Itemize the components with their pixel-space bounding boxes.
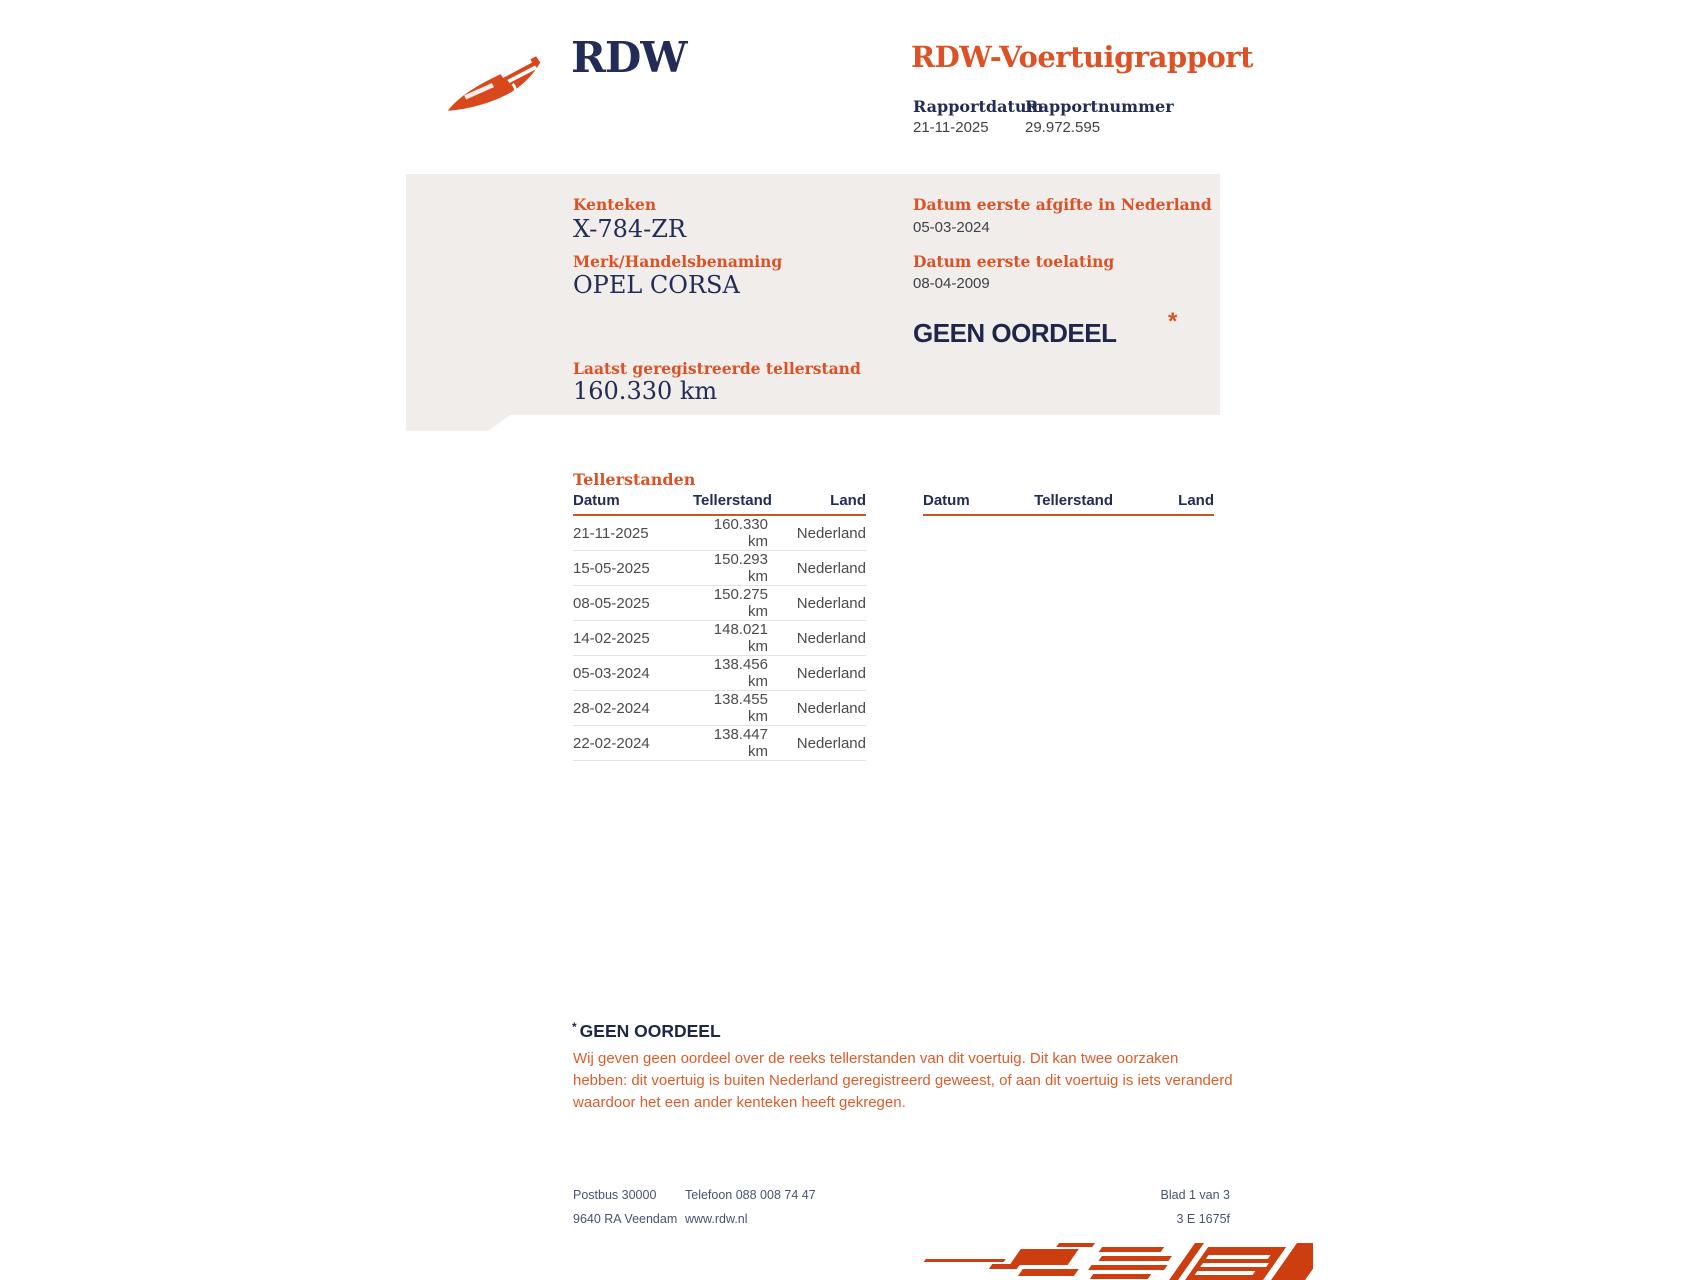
column-header-tellerstand: Tellerstand bbox=[1023, 492, 1113, 515]
cell-country: Nederland bbox=[768, 551, 866, 586]
afgifte-label: Datum eerste afgifte in Nederland bbox=[913, 195, 1212, 214]
cell-country: Nederland bbox=[768, 621, 866, 656]
report-number-label: Rapportnummer bbox=[1025, 97, 1174, 116]
laatste-tellerstand-label: Laatst geregistreerde tellerstand bbox=[573, 359, 861, 378]
cell-date: 14-02-2025 bbox=[573, 621, 693, 656]
report-number-value: 29.972.595 bbox=[1025, 119, 1101, 136]
cell-odometer: 148.021 km bbox=[693, 621, 768, 656]
rdw-speed-stripes-icon bbox=[913, 1243, 1313, 1280]
column-header-datum: Datum bbox=[573, 492, 693, 515]
footnote-paragraph: Wij geven geen oordeel over de reeks tellerstanden van dit voertuig. Dit kan twee oorzaken hebben: dit voertuig is buiten Nederland geregistreerd geweest, of aan dit voertuig is iets veranderd waardoor het een ander kenteken heeft gekregen. bbox=[573, 1050, 1233, 1111]
tellerstanden-table-right bbox=[923, 492, 1214, 516]
verdict-text: GEEN OORDEEL bbox=[913, 318, 1117, 348]
rdw-logo-wordmark: RDW bbox=[571, 33, 687, 82]
laatste-tellerstand-value: 160.330 km bbox=[573, 377, 718, 405]
footnote-heading bbox=[572, 1020, 721, 1042]
tellerstanden-title: Tellerstanden bbox=[573, 470, 696, 489]
table-header-row bbox=[923, 492, 1214, 515]
footnote-marker: * bbox=[572, 1020, 577, 1034]
cell-odometer: 138.455 km bbox=[693, 691, 768, 726]
merk-label: Merk/Handelsbenaming bbox=[573, 252, 783, 271]
report-date-value: 21-11-2025 bbox=[913, 119, 989, 136]
column-header-tellerstand: Tellerstand bbox=[693, 492, 768, 515]
table-row bbox=[573, 691, 866, 726]
footer-website: www.rdw.nl bbox=[685, 1212, 748, 1226]
footer-address-line1: Postbus 30000 bbox=[573, 1188, 657, 1202]
column-header-land: Land bbox=[768, 492, 866, 515]
tellerstanden-table-left bbox=[573, 492, 866, 761]
cell-country: Nederland bbox=[768, 726, 866, 761]
cell-date: 15-05-2025 bbox=[573, 551, 693, 586]
footer-address-line2: 9640 RA Veendam bbox=[573, 1212, 678, 1226]
footer-page-indicator: Blad 1 van 3 bbox=[1160, 1188, 1230, 1202]
column-header-land: Land bbox=[1113, 492, 1214, 515]
table-row bbox=[573, 551, 866, 586]
cell-country: Nederland bbox=[768, 656, 866, 691]
rdw-wing-icon bbox=[443, 46, 547, 118]
afgifte-value: 05-03-2024 bbox=[913, 219, 990, 236]
cell-country: Nederland bbox=[768, 586, 866, 621]
table-header-row bbox=[573, 492, 866, 515]
report-date-label: Rapportdatum bbox=[913, 97, 1044, 116]
column-header-datum: Datum bbox=[923, 492, 1023, 515]
footer-phone: Telefoon 088 008 74 47 bbox=[685, 1188, 816, 1202]
verdict-footnote-marker: * bbox=[1168, 308, 1178, 335]
kenteken-value: X-784-ZR bbox=[573, 215, 687, 243]
cell-date: 05-03-2024 bbox=[573, 656, 693, 691]
cell-odometer: 150.293 km bbox=[693, 551, 768, 586]
table-row bbox=[573, 726, 866, 761]
kenteken-label: Kenteken bbox=[573, 195, 657, 214]
cell-odometer: 160.330 km bbox=[693, 515, 768, 551]
page-title: RDW-Voertuigrapport bbox=[911, 40, 1253, 74]
table-row bbox=[573, 621, 866, 656]
cell-country: Nederland bbox=[768, 515, 866, 551]
toelating-value: 08-04-2009 bbox=[913, 275, 990, 292]
table-row bbox=[573, 656, 866, 691]
table-row bbox=[573, 515, 866, 551]
merk-value: OPEL CORSA bbox=[573, 271, 740, 299]
cell-odometer: 138.456 km bbox=[693, 656, 768, 691]
cell-date: 08-05-2025 bbox=[573, 586, 693, 621]
toelating-label: Datum eerste toelating bbox=[913, 252, 1115, 271]
table-row bbox=[573, 586, 866, 621]
footnote-title: GEEN OORDEEL bbox=[579, 1021, 721, 1041]
cell-date: 21-11-2025 bbox=[573, 515, 693, 551]
footer-form-code: 3 E 1675f bbox=[1176, 1212, 1230, 1226]
cell-odometer: 138.447 km bbox=[693, 726, 768, 761]
cell-date: 28-02-2024 bbox=[573, 691, 693, 726]
cell-date: 22-02-2024 bbox=[573, 726, 693, 761]
cell-odometer: 150.275 km bbox=[693, 586, 768, 621]
cell-country: Nederland bbox=[768, 691, 866, 726]
